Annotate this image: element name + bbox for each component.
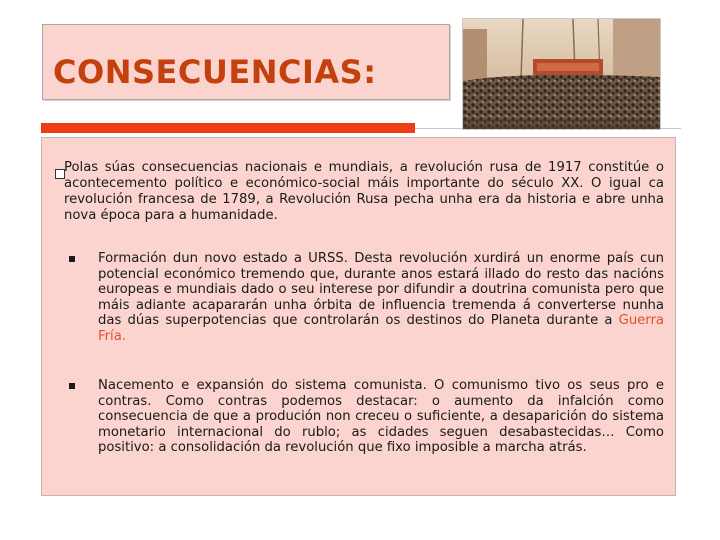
- point-text: [98, 251, 664, 344]
- content-panel: [41, 137, 676, 496]
- accent-bar: [41, 123, 415, 133]
- filled-square-bullet-icon: [69, 383, 75, 389]
- slide-title: CONSECUENCIAS:: [53, 53, 377, 91]
- cold-war-highlight: Guerra Fría.: [98, 313, 664, 344]
- revolution-crowd-photo: [462, 18, 661, 130]
- filled-square-bullet-icon: [69, 256, 75, 262]
- point-body: Formación dun novo estado a URSS. Desta revolución xurdirá un enorme país cun potencial económico tremendo que, durante anos estará illado do resto das nacións europeas e mundiais dado o seu interese por difundir a doutrina comunista pero que máis adiante acapararán unha órbita de influencia tremenda á converterse nunha das dúas superpotencias que controlarán os destinos do Planeta durante a: [98, 251, 664, 328]
- intro-paragraph: Polas súas consecuencias nacionais e mundiais, a revolución rusa de 1917 constitúe o acontecemento político e económico-social máis importante do século XX. O igual ca revolución francesa de 1789, a Revolución Rusa pecha unha era da historia e abre unha nova época para a humanidade.: [64, 160, 664, 223]
- point-text: Nacemento e expansión do sistema comunista. O comunismo tivo os seus pro e contras. Como contras podemos destacar: o aumento da infalción como consecuencia de que a produción non creceu o suficiente, a desaparición do sistema monetario internacional do rublo; as cidades seguen desabastecidas… Como positivo: a consolidación da revolución que fixo imposible a marcha atrás.: [98, 378, 664, 455]
- title-box: [42, 24, 450, 100]
